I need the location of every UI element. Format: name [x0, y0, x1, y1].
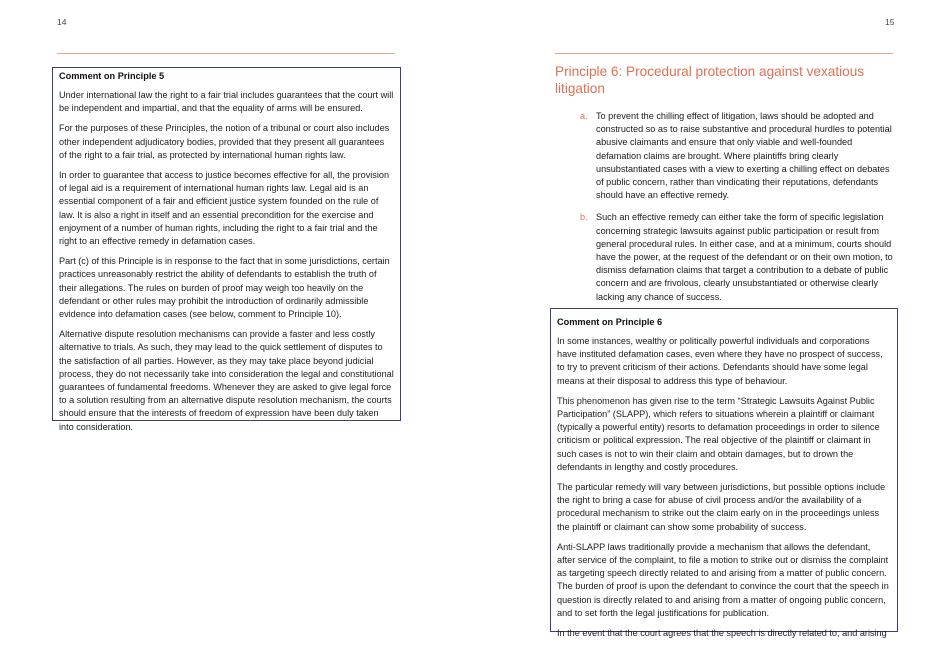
list-marker: b.	[580, 212, 588, 223]
principle-6-title: Principle 6: Procedural protection against vexatious litigation	[555, 64, 865, 96]
header-rule-left	[57, 53, 395, 54]
comment-paragraph: This phenomenon has given rise to the term “Strategic Lawsuits Against Public Participation” (SLAPP), which refers to situations wherein a plaintiff or claimant (typically a powerful entity) resorts to defamation proceedings in order to silence criticism or political expression. The real objective of the plaintiff or claimant in such cases is not to win their claim and obtain damages, but to drown the defendants in lengthy and costly procedures.	[557, 395, 880, 472]
header-rule-right	[555, 53, 893, 54]
list-item	[580, 211, 898, 303]
list-item-text: Such an effective remedy can either take the form of specific legislation concerning strategic lawsuits against public participation or result from general procedural rules. In either case, and at a minimum, courts should have the power, at the request of the defendant or on their own motion, to dismiss defamation claims that target a contribution to a debate of public concern and are frivolous, clearly unsubstantiated or otherwise clearly lacking any chance of success.	[596, 212, 893, 302]
comment-paragraph: Anti-SLAPP laws traditionally provide a mechanism that allows the defendant, after service of the complaint, to file a motion to strike out or dismiss the complaint as targeting speech directly related to and arising from a matter of public concern. The burden of proof is upon the defendant to convince the court that the speech in question is directly related to and arising from a matter of ongoing public concern, and to set forth the legal justifications for publication.	[557, 541, 889, 618]
page-number-left: 14	[57, 17, 67, 27]
page-number-right: 15	[885, 17, 895, 27]
list-item-text: To prevent the chilling effect of litigation, laws should be adopted and constructed so as to raise substantive and procedural hurdles to potential abusive claimants and ensure that only viable and well-founded defamation claims are brought. Where plaintiffs bring clearly unsubstantiated cases with a view to exerting a chilling effect on debates of public concern, rather than vindicating their reputations, defendants should have an effective remedy.	[596, 111, 892, 201]
comment-box-principle-5	[52, 67, 401, 432]
list-item	[580, 110, 898, 202]
comment-paragraph: In the event that the court agrees that the speech is directly related to, and arising	[557, 628, 887, 639]
comment-paragraph: Part (c) of this Principle is in response to the fact that in some jurisdictions, certain practices unreasonably restrict the ability of defendants to establish the truth of their allegations. The rules on burden of proof may weigh too heavily on the defendant or other rules may prohibit the introduction of ordinarily admissible evidence into defamation cases (see below, comment to Principle 10).	[59, 256, 390, 320]
list-marker: a.	[580, 111, 588, 121]
principle-6-list	[580, 110, 898, 313]
comment-paragraph: Alternative dispute resolution mechanisms can provide a faster and less costly alternative to trials. As such, they may lead to the quick settlement of disputes to the satisfaction of all parties. However, as they may take place beyond judicial process, they do not necessarily take into consideration the legal and constitutional guarantees of fundamental freedoms. Whenever they are asked to give legal force to a solution resulting from an alternative dispute resolution mechanism, the courts should ensure that the interests of freedom of expression have been duly taken into consideration.	[59, 329, 394, 432]
comment-heading: Comment on Principle 5	[59, 71, 165, 81]
comment-paragraph: In some instances, wealthy or politically powerful individuals and corporations have instituted defamation cases, even where they have no prospect of success, to try to prevent criticism of their actions. Defendants should have some legal means at their disposal to address this type of behaviour.	[557, 336, 883, 386]
comment-paragraph: The particular remedy will vary between jurisdictions, but possible options include the right to bring a case for abuse of civil process and/or the availability of a procedural mechanism to strike out the claim early on in the proceedings unless the plaintiff or claimant can show some probability of success.	[557, 482, 886, 532]
comment-box-principle-6	[550, 308, 898, 639]
comment-paragraph: In order to guarantee that access to justice becomes effective for all, the provision of legal aid is a requirement of international human rights law. Legal aid is an essential component of a fair and efficient justice system founded on the rule of law. It is also a right in itself and an essential precondition for the exercise and enjoyment of a number of human rights, including the right to a fair trial and the right to an effective remedy in defamation cases.	[59, 170, 390, 247]
comment-paragraph: Under international law the right to a fair trial includes guarantees that the court will be independent and impartial, and that the equality of arms will be ensured.	[59, 90, 394, 114]
comment-paragraph: For the purposes of these Principles, the notion of a tribunal or court also includes other independent adjudicatory bodies, provided that they present all guarantees of the right to a fair trial, as protected by international human rights law.	[59, 123, 390, 160]
comment-heading: Comment on Principle 6	[557, 317, 663, 327]
